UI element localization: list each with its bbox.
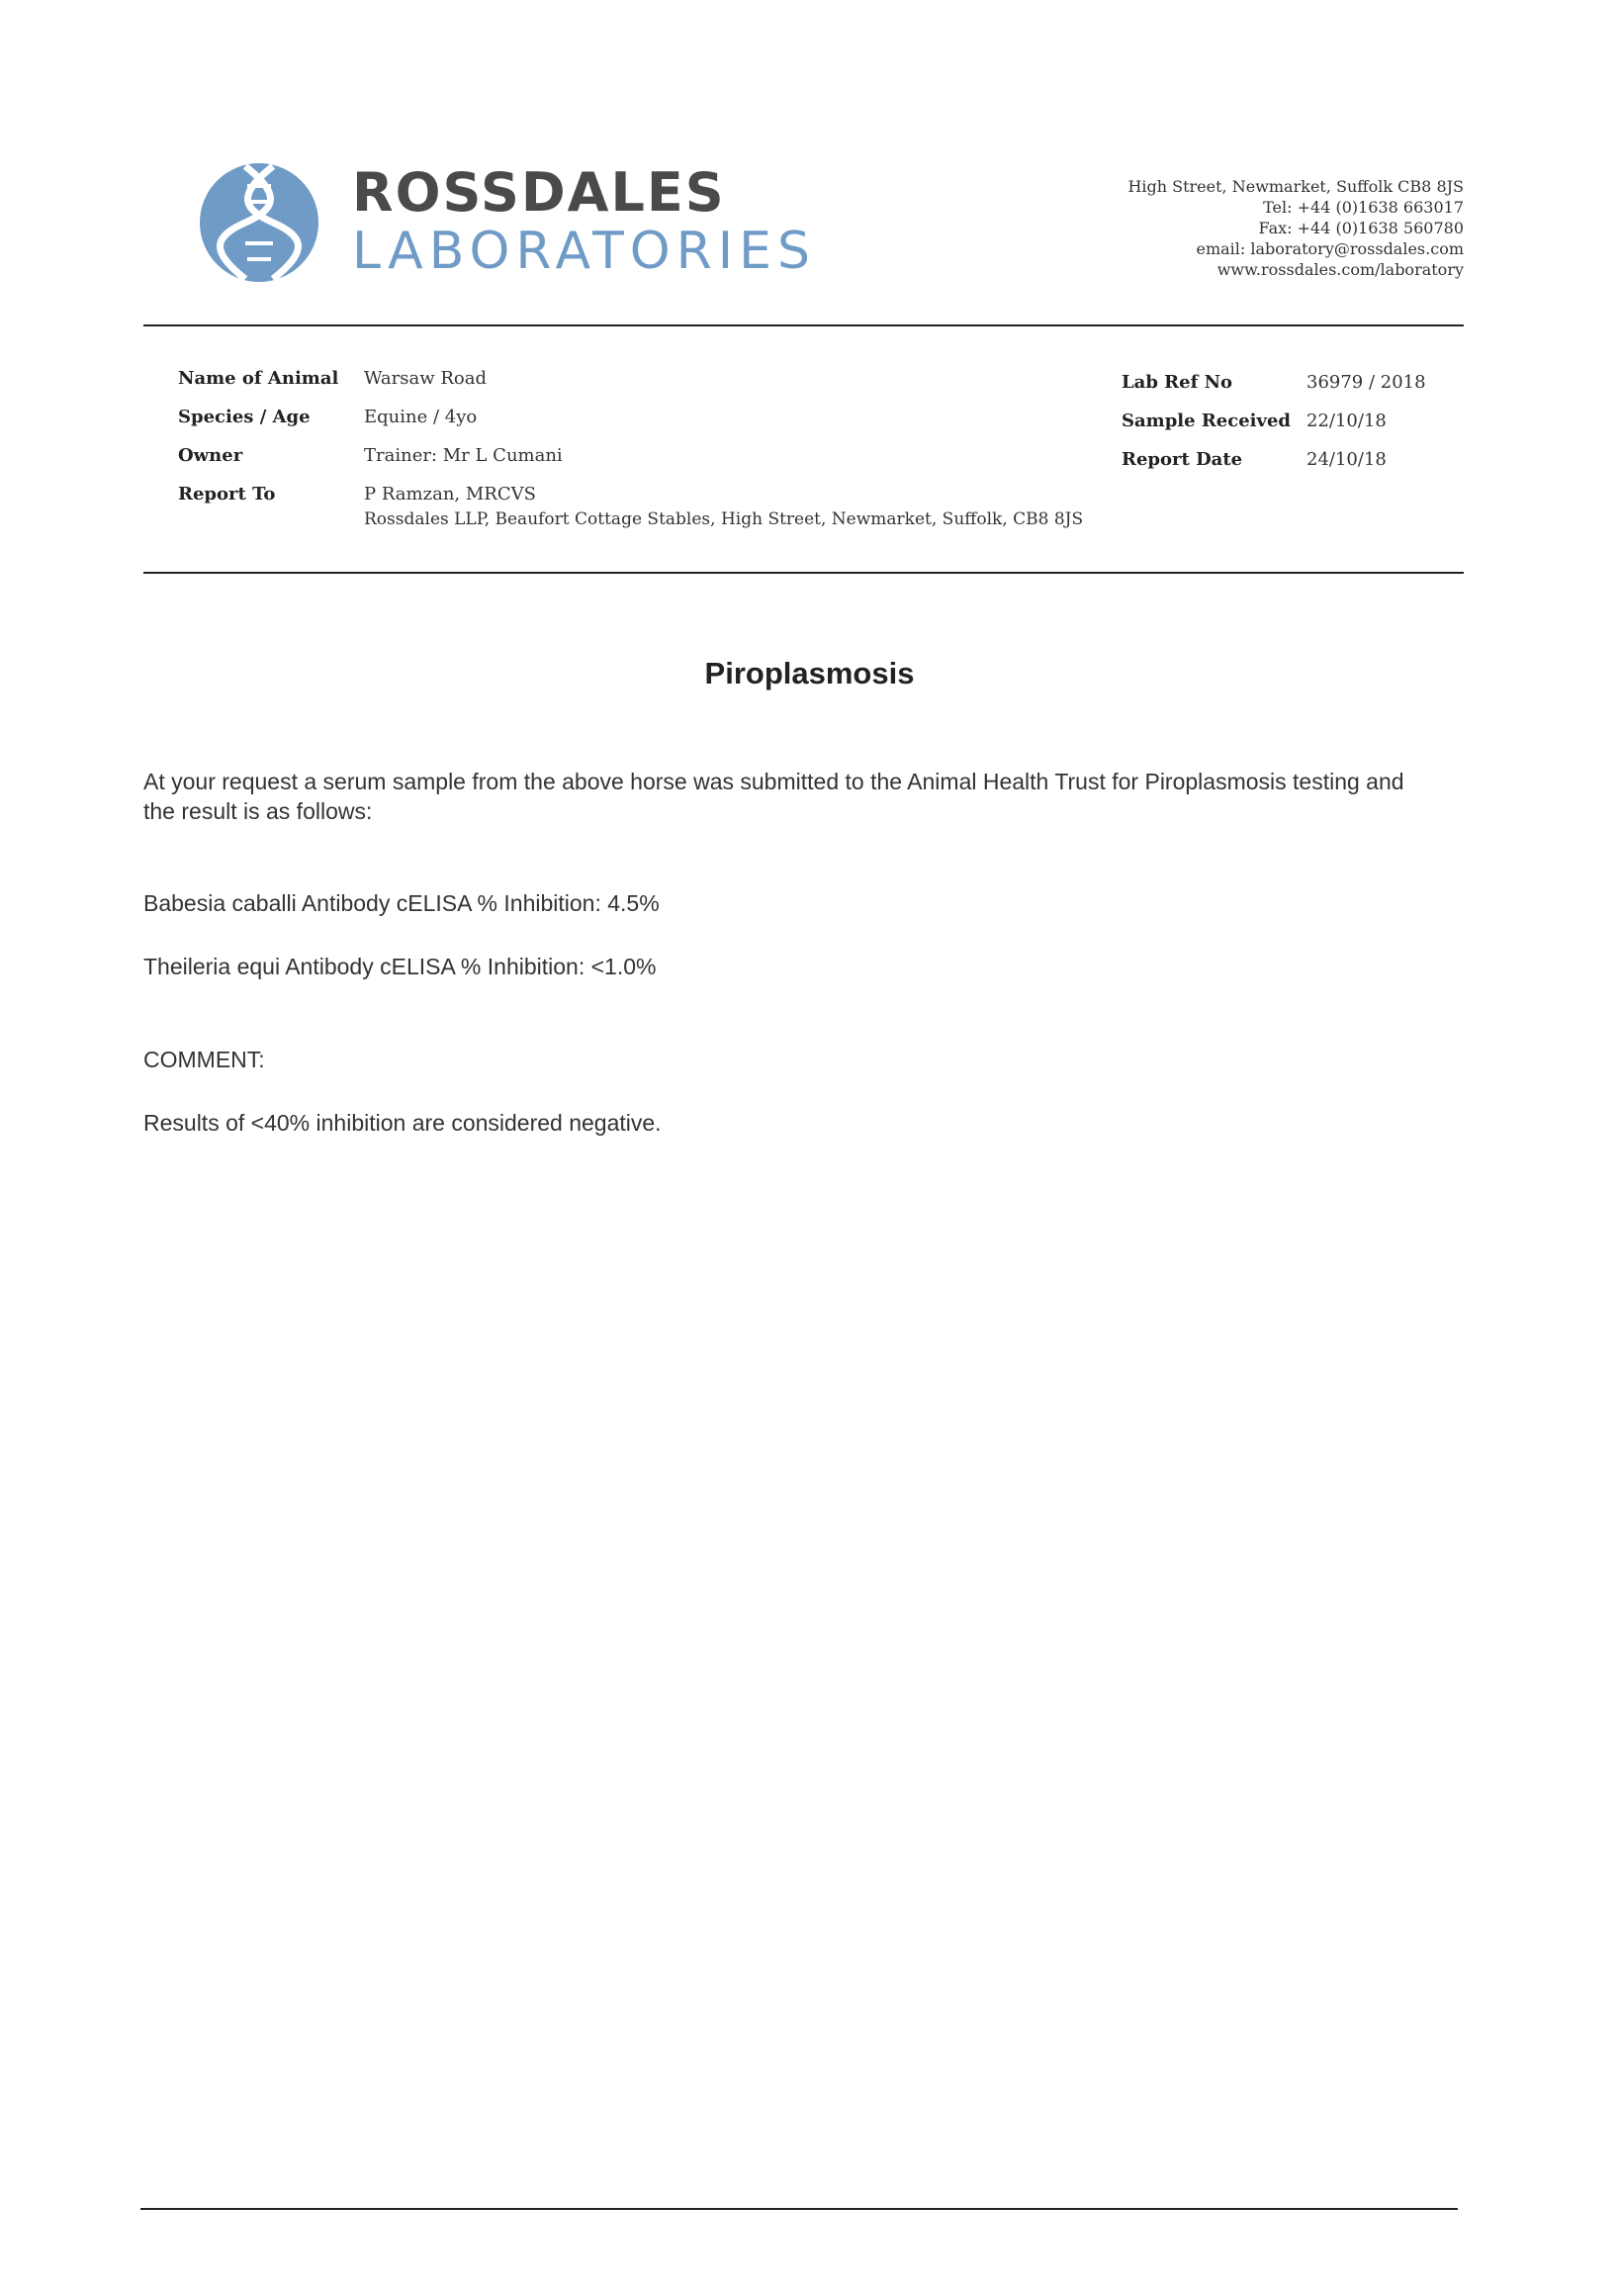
report-to-address: Rossdales LLP, Beaufort Cottage Stables, High Street, Newmarket, Suffolk, CB8 8JS — [364, 509, 1084, 529]
contact-block — [1127, 176, 1464, 280]
brand-subtitle: LABORATORIES — [352, 222, 817, 281]
result-babesia-caballi: Babesia caballi Antibody cELISA % Inhibition: 4.5% — [143, 890, 660, 916]
contact-fax: Fax: +44 (0)1638 560780 — [1258, 219, 1464, 237]
lab-ref-value: 36979 / 2018 — [1306, 372, 1426, 393]
report-date-value: 24/10/18 — [1306, 449, 1387, 470]
contact-website: www.rossdales.com/laboratory — [1216, 260, 1464, 279]
report-to-name: P Ramzan, MRCVS — [364, 484, 536, 505]
comment-heading: COMMENT: — [143, 1047, 265, 1072]
report-date-label: Report Date — [1122, 449, 1243, 470]
report-intro: At your request a serum sample from the above horse was submitted to the Animal Health Trust for Piroplasmosis testing and the result is as follows: — [143, 769, 1404, 824]
name-of-animal-label: Name of Animal — [178, 368, 339, 389]
details-divider — [143, 572, 1464, 574]
footer-divider — [140, 2208, 1458, 2210]
header-divider — [143, 324, 1464, 326]
comment-text: Results of <40% inhibition are considered negative. — [143, 1110, 662, 1136]
owner-value: Trainer: Mr L Cumani — [364, 445, 563, 466]
report-title: Piroplasmosis — [704, 656, 915, 690]
owner-label: Owner — [178, 445, 243, 466]
brand-name: ROSSDALES — [352, 161, 726, 224]
name-of-animal-value: Warsaw Road — [364, 368, 488, 389]
report-to-label: Report To — [178, 484, 276, 505]
dna-helix-circle-logo-icon — [198, 158, 321, 287]
contact-address: High Street, Newmarket, Suffolk CB8 8JS — [1127, 177, 1464, 196]
species-age-value: Equine / 4yo — [364, 407, 478, 427]
sample-received-label: Sample Received — [1122, 411, 1292, 431]
species-age-label: Species / Age — [178, 407, 311, 427]
contact-tel: Tel: +44 (0)1638 663017 — [1263, 198, 1464, 217]
lab-ref-label: Lab Ref No — [1122, 372, 1233, 393]
sample-received-value: 22/10/18 — [1306, 411, 1387, 431]
contact-email: email: laboratory@rossdales.com — [1196, 239, 1464, 258]
result-theileria-equi: Theileria equi Antibody cELISA % Inhibition: <1.0% — [143, 954, 657, 979]
